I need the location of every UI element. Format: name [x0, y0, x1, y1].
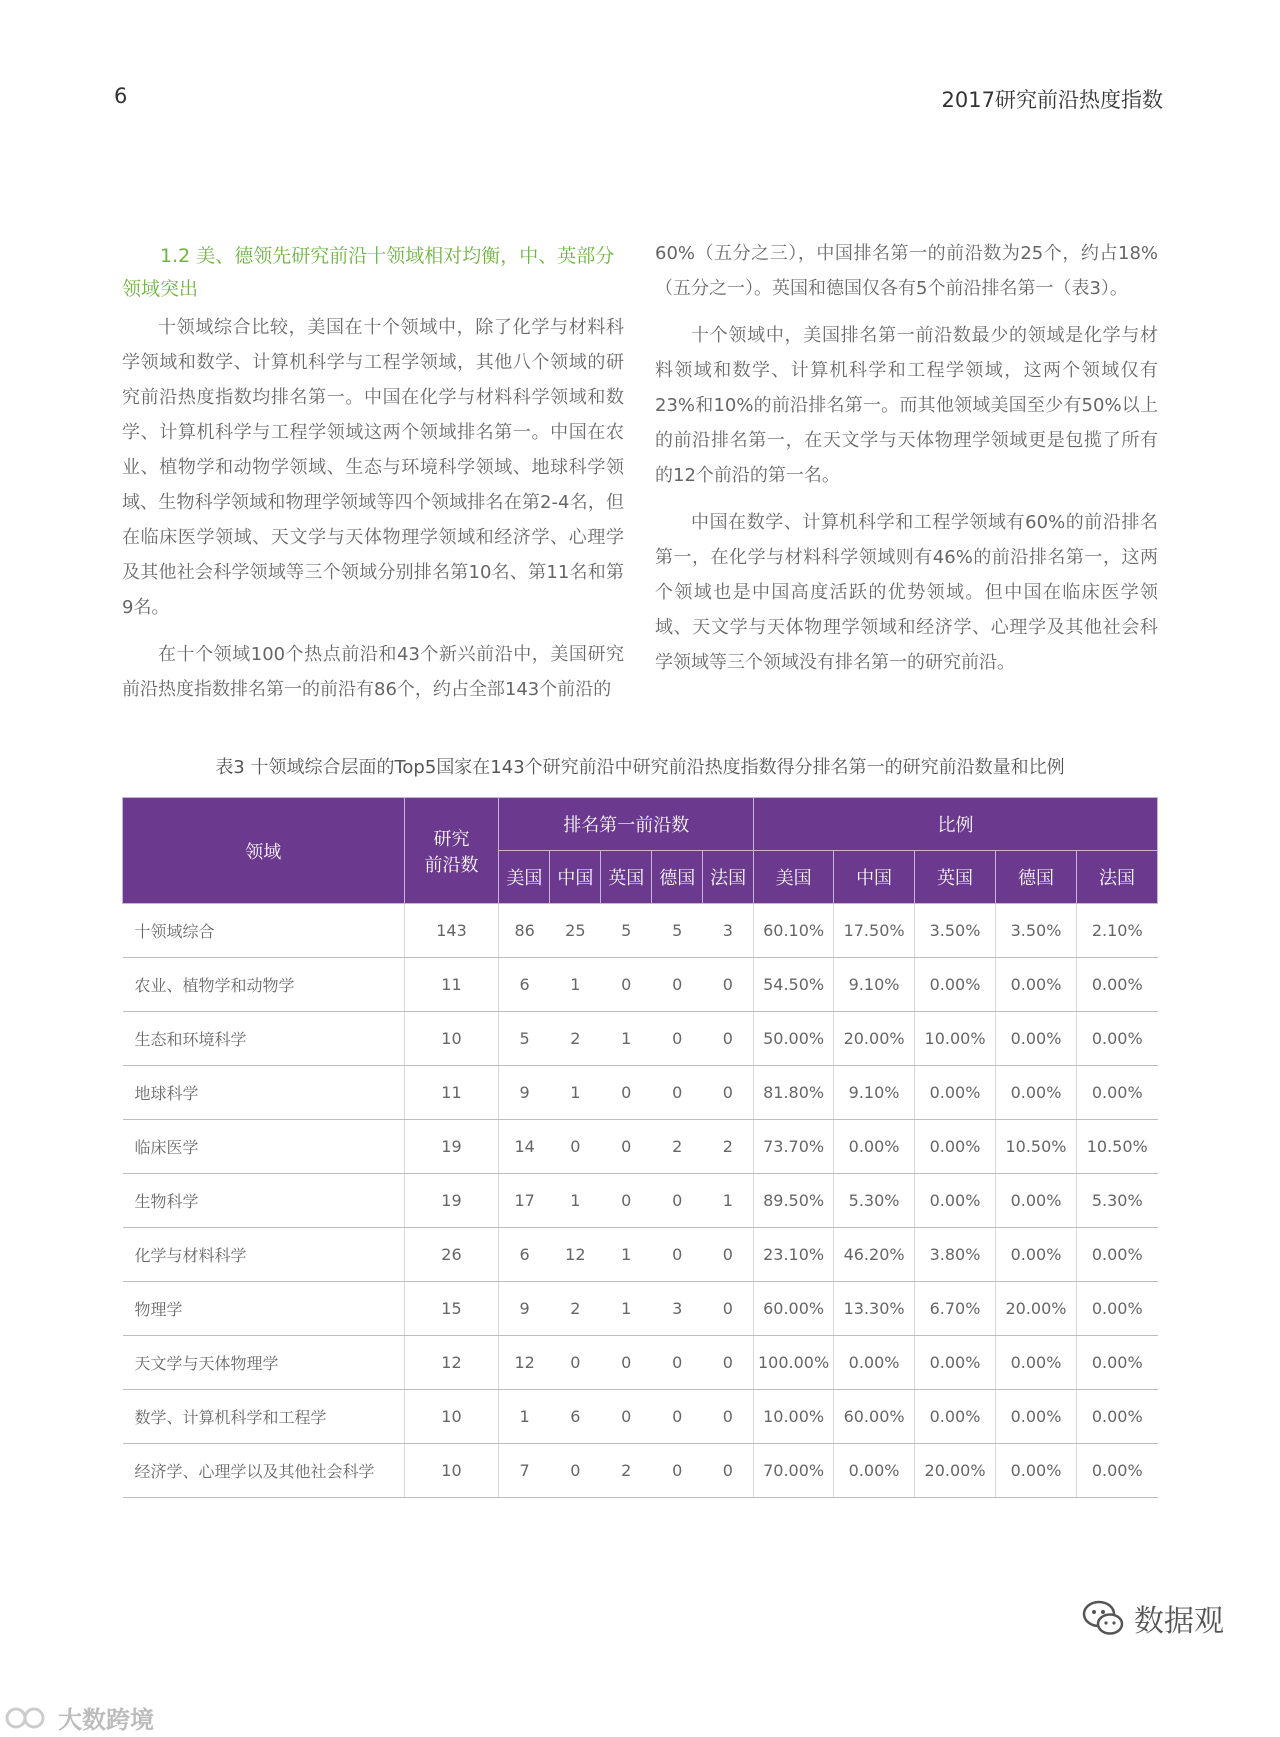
cell-count: 1 [601, 1282, 652, 1336]
cell-ratio: 0.00% [1076, 1444, 1157, 1498]
ranking-table [122, 797, 1158, 1498]
cell-ratio: 0.00% [834, 1444, 915, 1498]
section-heading: 1.2 美、德领先研究前沿十领域相对均衡，中、英部分领域突出 [122, 245, 615, 300]
cell-ratio: 0.00% [915, 1390, 996, 1444]
cell-ratio: 60.00% [754, 1282, 834, 1336]
cell-count: 2 [601, 1444, 652, 1498]
cell-count: 0 [601, 1120, 652, 1174]
cell-ratio: 89.50% [754, 1174, 834, 1228]
header-total [404, 798, 499, 904]
watermark-right [1080, 1595, 1224, 1641]
cell-ratio: 81.80% [754, 1066, 834, 1120]
cell-field: 天文学与天体物理学 [123, 1336, 405, 1390]
cell-count: 17 [499, 1174, 550, 1228]
cell-count: 0 [550, 1444, 601, 1498]
cell-ratio: 0.00% [996, 1012, 1077, 1066]
cell-count: 5 [499, 1012, 550, 1066]
cell-count: 5 [652, 904, 703, 958]
table-row [123, 1444, 1158, 1498]
cell-count: 2 [550, 1012, 601, 1066]
cell-ratio: 0.00% [834, 1336, 915, 1390]
header-country: 德国 [652, 851, 703, 904]
table-caption: 表3 十领域综合层面的Top5国家在143个研究前沿中研究前沿热度指数得分排名第一的研究前沿数量和比例 [215, 757, 1065, 778]
cell-ratio: 3.50% [915, 904, 996, 958]
cell-total: 15 [404, 1282, 499, 1336]
cell-count: 0 [601, 1066, 652, 1120]
cell-count: 12 [550, 1228, 601, 1282]
cell-total: 26 [404, 1228, 499, 1282]
cell-ratio: 0.00% [996, 1066, 1077, 1120]
watermark-left-text: 大数跨境 [58, 1706, 154, 1734]
cell-count: 0 [550, 1120, 601, 1174]
cell-total: 10 [404, 1012, 499, 1066]
header-country: 美国 [499, 851, 550, 904]
header-total-line1: 研究 [433, 828, 470, 850]
table-row [123, 1012, 1158, 1066]
paragraph: 十领域综合比较，美国在十个领域中，除了化学与材料科学领域和数学、计算机科学与工程学领域，其他八个领域的研究前沿热度指数均排名第一。中国在化学与材料科学领域和数学、计算机科学与工程学领域这两个领域排名第一。中国在农业、植物学和动物学领域、生态与环境科学领域、地球科学领域、生物科学领域和物理学领域等四个领域排名在第2-4名，但在临床医学领域、天文学与天体物理学领域和经济学、心理学及其他社会科学领域等三个领域分别排名第10名、第11名和第9名。 [122, 317, 624, 618]
cell-count: 0 [652, 1174, 703, 1228]
logo-icon [4, 1705, 52, 1731]
cell-ratio: 17.50% [834, 904, 915, 958]
cell-count: 0 [703, 1228, 754, 1282]
cell-count: 0 [601, 1390, 652, 1444]
table-row [123, 958, 1158, 1012]
cell-ratio: 70.00% [754, 1444, 834, 1498]
cell-count: 0 [703, 1282, 754, 1336]
cell-count: 1 [550, 958, 601, 1012]
paragraph: 中国在数学、计算机科学和工程学领域有60%的前沿排名第一，在化学与材料科学领域则有46%的前沿排名第一，这两个领域也是中国高度活跃的优势领域。但中国在临床医学领域、天文学与天体物理学领域和经济学、心理学及其他社会科学领域等三个领域没有排名第一的研究前沿。 [655, 512, 1158, 673]
cell-count: 0 [652, 1390, 703, 1444]
cell-field: 地球科学 [123, 1066, 405, 1120]
cell-ratio: 0.00% [1076, 958, 1157, 1012]
cell-ratio: 23.10% [754, 1228, 834, 1282]
cell-ratio: 20.00% [915, 1444, 996, 1498]
header-country: 美国 [754, 851, 834, 904]
cell-count: 0 [652, 1012, 703, 1066]
cell-ratio: 0.00% [915, 1336, 996, 1390]
cell-ratio: 60.00% [834, 1390, 915, 1444]
cell-ratio: 0.00% [996, 1174, 1077, 1228]
header-country: 法国 [1076, 851, 1157, 904]
cell-count: 0 [601, 1336, 652, 1390]
cell-ratio: 0.00% [915, 1066, 996, 1120]
right-column [655, 236, 1158, 692]
cell-count: 0 [652, 958, 703, 1012]
table-row [123, 1120, 1158, 1174]
header-total-line2: 前沿数 [424, 854, 479, 876]
header-country: 德国 [996, 851, 1077, 904]
cell-ratio: 9.10% [834, 958, 915, 1012]
table-row [123, 1390, 1158, 1444]
cell-count: 3 [652, 1282, 703, 1336]
wechat-icon [1080, 1595, 1126, 1641]
cell-ratio: 0.00% [915, 1120, 996, 1174]
cell-count: 0 [703, 958, 754, 1012]
cell-count: 0 [652, 1444, 703, 1498]
running-title: 2017研究前沿热度指数 [941, 88, 1163, 112]
cell-ratio: 5.30% [834, 1174, 915, 1228]
cell-ratio: 60.10% [754, 904, 834, 958]
page-number: 6 [114, 84, 128, 108]
cell-field: 十领域综合 [123, 904, 405, 958]
cell-count: 0 [652, 1336, 703, 1390]
cell-count: 1 [601, 1012, 652, 1066]
header-country: 英国 [601, 851, 652, 904]
cell-count: 1 [499, 1390, 550, 1444]
cell-field: 数学、计算机科学和工程学 [123, 1390, 405, 1444]
cell-ratio: 46.20% [834, 1228, 915, 1282]
cell-ratio: 0.00% [915, 958, 996, 1012]
cell-ratio: 10.00% [915, 1012, 996, 1066]
cell-count: 0 [652, 1066, 703, 1120]
cell-ratio: 5.30% [1076, 1174, 1157, 1228]
paragraph: 60%（五分之三），中国排名第一的前沿数为25个，约占18%（五分之一）。英国和德国仅各有5个前沿排名第一（表3）。 [655, 243, 1158, 299]
cell-count: 2 [703, 1120, 754, 1174]
cell-ratio: 0.00% [996, 1336, 1077, 1390]
cell-total: 10 [404, 1444, 499, 1498]
cell-ratio: 0.00% [996, 1390, 1077, 1444]
table-row [123, 1228, 1158, 1282]
cell-count: 1 [550, 1174, 601, 1228]
cell-ratio: 0.00% [1076, 1282, 1157, 1336]
cell-count: 1 [550, 1066, 601, 1120]
cell-ratio: 10.50% [996, 1120, 1077, 1174]
cell-count: 2 [550, 1282, 601, 1336]
cell-total: 11 [404, 958, 499, 1012]
cell-ratio: 10.50% [1076, 1120, 1157, 1174]
cell-field: 经济学、心理学以及其他社会科学 [123, 1444, 405, 1498]
cell-field: 生物科学 [123, 1174, 405, 1228]
cell-count: 1 [703, 1174, 754, 1228]
cell-ratio: 3.50% [996, 904, 1077, 958]
cell-ratio: 0.00% [834, 1120, 915, 1174]
cell-ratio: 50.00% [754, 1012, 834, 1066]
left-column [122, 240, 624, 719]
cell-ratio: 0.00% [1076, 1228, 1157, 1282]
cell-ratio: 0.00% [996, 958, 1077, 1012]
header-country: 中国 [834, 851, 915, 904]
cell-count: 0 [652, 1228, 703, 1282]
cell-ratio: 0.00% [1076, 1012, 1157, 1066]
table-row [123, 1174, 1158, 1228]
header-field: 领域 [123, 798, 405, 904]
cell-count: 12 [499, 1336, 550, 1390]
cell-count: 6 [499, 958, 550, 1012]
cell-count: 0 [601, 958, 652, 1012]
cell-count: 14 [499, 1120, 550, 1174]
cell-count: 25 [550, 904, 601, 958]
header-country: 法国 [703, 851, 754, 904]
watermark-right-text: 数据观 [1134, 1604, 1224, 1639]
cell-field: 临床医学 [123, 1120, 405, 1174]
cell-count: 0 [703, 1390, 754, 1444]
cell-ratio: 2.10% [1076, 904, 1157, 958]
cell-ratio: 0.00% [996, 1228, 1077, 1282]
table-row [123, 1066, 1158, 1120]
cell-total: 12 [404, 1336, 499, 1390]
cell-count: 7 [499, 1444, 550, 1498]
cell-ratio: 0.00% [1076, 1066, 1157, 1120]
cell-ratio: 10.00% [754, 1390, 834, 1444]
cell-count: 6 [499, 1228, 550, 1282]
cell-ratio: 13.30% [834, 1282, 915, 1336]
header-ratio-group: 比例 [754, 798, 1158, 851]
cell-ratio: 6.70% [915, 1282, 996, 1336]
cell-total: 10 [404, 1390, 499, 1444]
cell-total: 19 [404, 1120, 499, 1174]
cell-ratio: 9.10% [834, 1066, 915, 1120]
cell-ratio: 100.00% [754, 1336, 834, 1390]
cell-total: 143 [404, 904, 499, 958]
cell-count: 5 [601, 904, 652, 958]
watermark-left [4, 1700, 154, 1735]
table-row [123, 1282, 1158, 1336]
cell-ratio: 0.00% [996, 1444, 1077, 1498]
header-country: 中国 [550, 851, 601, 904]
cell-count: 0 [550, 1336, 601, 1390]
cell-ratio: 73.70% [754, 1120, 834, 1174]
cell-ratio: 20.00% [834, 1012, 915, 1066]
cell-count: 6 [550, 1390, 601, 1444]
paragraph: 十个领域中，美国排名第一前沿数最少的领域是化学与材料领域和数学、计算机科学和工程学领域，这两个领域仅有23%和10%的前沿排名第一。而其他领域美国至少有50%以上的前沿排名第一，在天文学与天体物理学领域更是包揽了所有的12个前沿的第一名。 [655, 325, 1158, 486]
cell-field: 物理学 [123, 1282, 405, 1336]
table-row [123, 904, 1158, 958]
cell-ratio: 0.00% [1076, 1336, 1157, 1390]
cell-count: 0 [601, 1174, 652, 1228]
cell-count: 0 [703, 1444, 754, 1498]
cell-count: 0 [703, 1336, 754, 1390]
cell-ratio: 0.00% [915, 1174, 996, 1228]
cell-field: 农业、植物学和动物学 [123, 958, 405, 1012]
cell-count: 0 [703, 1066, 754, 1120]
cell-count: 3 [703, 904, 754, 958]
paragraph: 在十个领域100个热点前沿和43个新兴前沿中，美国研究前沿热度指数排名第一的前沿有86个，约占全部143个前沿的 [122, 644, 624, 700]
cell-field: 化学与材料科学 [123, 1228, 405, 1282]
cell-total: 19 [404, 1174, 499, 1228]
cell-count: 86 [499, 904, 550, 958]
cell-ratio: 54.50% [754, 958, 834, 1012]
cell-ratio: 0.00% [1076, 1390, 1157, 1444]
cell-count: 9 [499, 1282, 550, 1336]
cell-field: 生态和环境科学 [123, 1012, 405, 1066]
cell-count: 1 [601, 1228, 652, 1282]
cell-ratio: 20.00% [996, 1282, 1077, 1336]
header-rank-group: 排名第一前沿数 [499, 798, 754, 851]
table-row [123, 1336, 1158, 1390]
cell-count: 9 [499, 1066, 550, 1120]
header-country: 英国 [915, 851, 996, 904]
cell-total: 11 [404, 1066, 499, 1120]
cell-ratio: 3.80% [915, 1228, 996, 1282]
cell-count: 0 [703, 1012, 754, 1066]
cell-count: 2 [652, 1120, 703, 1174]
